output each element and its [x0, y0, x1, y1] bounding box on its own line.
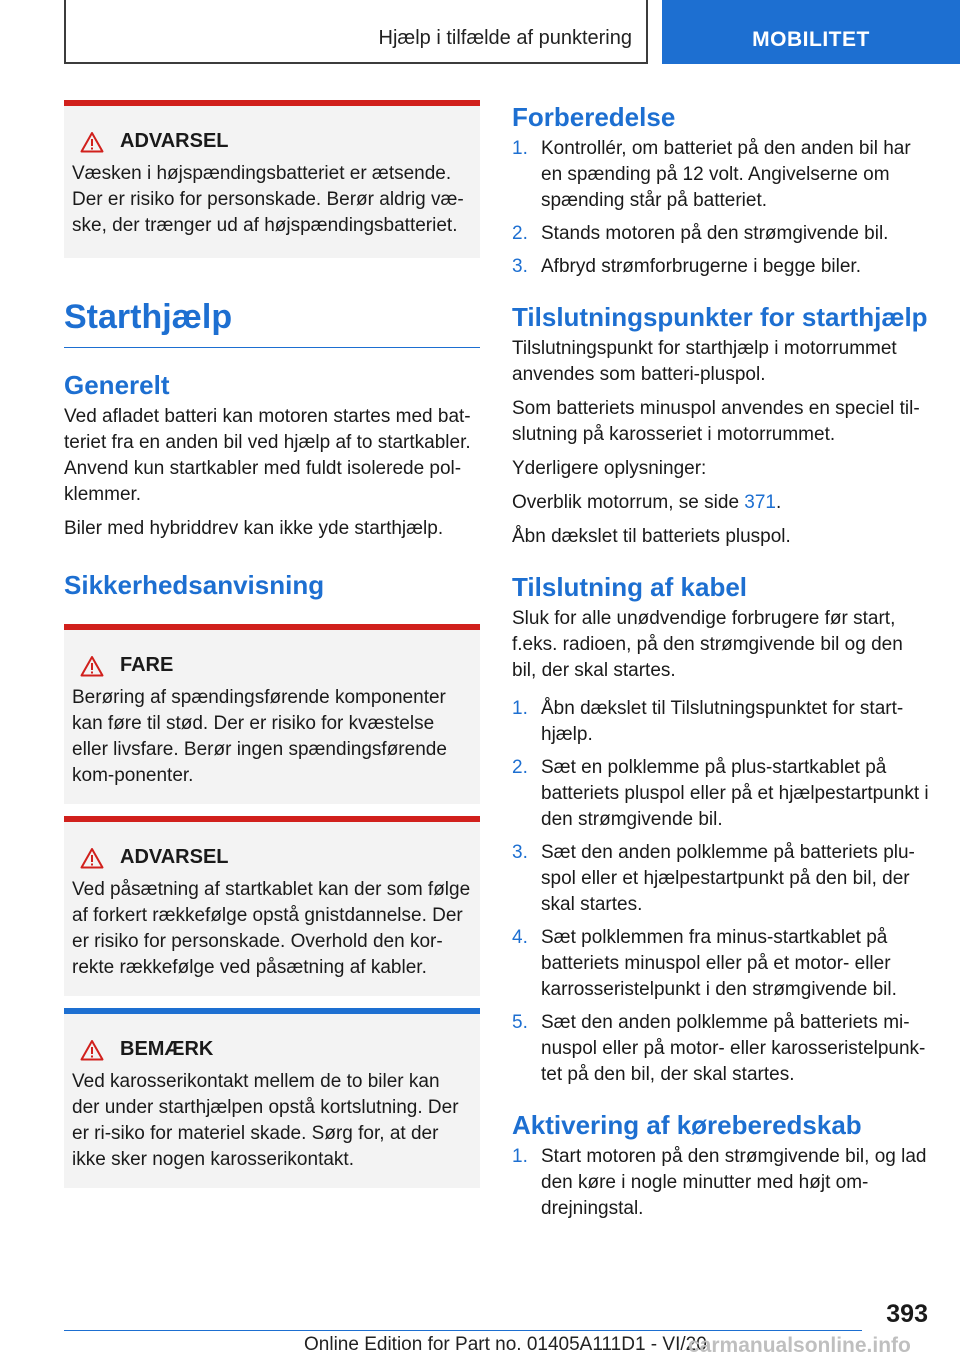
section-title: Starthjælp: [64, 298, 480, 348]
left-column: [64, 100, 480, 1188]
notice-title: BEMÆRK: [120, 1038, 214, 1060]
paragraph: Ved afladet batteri kan motoren startes med bat-teriet fra en anden bil ved hjælp af to startkabler. Anvend kun startkabler med fuldt isolerede pol-klemmer.: [64, 406, 471, 505]
notice-title: ADVARSEL: [120, 130, 229, 152]
danger-box: [64, 624, 480, 804]
notice-title: FARE: [120, 654, 174, 676]
warning-triangle-icon: [80, 131, 104, 153]
preparation-steps: [512, 136, 932, 280]
paragraph: Overblik motorrum, se side 371.: [512, 492, 782, 513]
warning-box-electrolyte: [64, 100, 480, 258]
subheading-preparation: Forberedelse: [512, 102, 676, 132]
watermark: carmanualsonline.info: [688, 1334, 911, 1357]
list-item: 2. Stands motoren på den strømgivende bil.: [512, 223, 889, 244]
list-item: 3. Sæt den anden polklemme på batteriets plu-spol eller et hjælpestartpunkt på den bil, der skal startes.: [512, 842, 915, 915]
list-item: 3. Afbryd strømforbrugerne i begge biler.: [512, 256, 861, 277]
paragraph: Åbn dækslet til batteriets pluspol.: [512, 526, 791, 547]
note-box: [64, 1008, 480, 1188]
paragraph: Biler med hybriddrev kan ikke yde starthjælp.: [64, 518, 444, 539]
footer-edition: Online Edition for Part no. 01405A111D1 - VI/20: [304, 1334, 707, 1355]
notice-title: ADVARSEL: [120, 846, 229, 868]
paragraph: Yderligere oplysninger:: [512, 458, 707, 479]
subheading-general: Generelt: [64, 370, 170, 400]
list-item: 5. Sæt den anden polklemme på batteriets mi-nuspol eller på motor- eller karosseristelpunk-tet på den bil, der skal startes.: [512, 1012, 926, 1085]
paragraph: Tilslutningspunkt for starthjælp i motorrummet anvendes som batteri-pluspol.: [512, 338, 897, 385]
notice-text: Væsken i højspændingsbatteriet er ætsende. Der er risiko for personskade. Berør aldrig væ-ske, der trænger ud af højspændingsbatteriet.: [72, 163, 464, 236]
running-header: [64, 0, 648, 64]
list-item: 4. Sæt polklemmen fra minus-startkablet på batteriets minuspol eller på et motor- eller karrosseristelpunkt i den strømgivende bil.: [512, 927, 897, 1000]
running-header-title: Hjælp i tilfælde af punktering: [378, 27, 632, 49]
activation-steps: [512, 1144, 932, 1222]
subheading-connection-points: Tilslutningspunkter for starthjælp: [512, 302, 928, 332]
warning-box-cables: [64, 816, 480, 996]
chapter-tab[interactable]: MOBILITET: [662, 0, 960, 64]
warning-triangle-icon: [80, 655, 104, 677]
notice-text: Berøring af spændingsførende komponenter kan føre til stød. Der er risiko for kvæstelse eller livsfare. Berør ingen spændingsførende kom-ponenter.: [72, 687, 447, 786]
list-item: 2. Sæt en polklemme på plus-startkablet på batteriets pluspol eller på et hjælpestartpunkt i den strømgivende bil.: [512, 757, 929, 830]
page-reference-link[interactable]: 371: [744, 492, 776, 513]
notice-text: Ved påsætning af startkablet kan der som følge af forkert rækkefølge opstå gnistdannelse. Der er risiko for personskade. Overhold den kor-rekte rækkefølge ved påsætning af kabler.: [72, 879, 471, 978]
warning-triangle-icon: [80, 847, 104, 869]
paragraph: Som batteriets minuspol anvendes en speciel til-slutning på karosseriet i motorrummet.: [512, 398, 920, 445]
list-item: 1. Kontrollér, om batteriet på den anden bil har en spænding på 12 volt. Angivelserne om spænding står på batteriet.: [512, 138, 911, 211]
list-item: 1. Start motoren på den strømgivende bil, og lad den køre i nogle minutter med højt om-drejningstal.: [512, 1146, 927, 1219]
subheading-cable-connection: Tilslutning af kabel: [512, 572, 748, 602]
cable-steps: [512, 696, 932, 1088]
subheading-activation: Aktivering af køreberedskab: [512, 1110, 862, 1140]
page-number: 393: [886, 1300, 928, 1328]
subheading-safety: Sikkerhedsanvisning: [64, 570, 325, 600]
notice-text: Ved karosserikontakt mellem de to biler kan der under starthjælpen opstå kortslutning. Der er ri-siko for materiel skade. Sørg for, at der ikke sker nogen karosserikontakt.: [72, 1071, 459, 1170]
paragraph: Sluk for alle unødvendige forbrugere før start, f.eks. radioen, på den strømgivende bil og den bil, der skal startes.: [512, 608, 903, 681]
footer-divider: [64, 1330, 862, 1331]
right-column: [512, 100, 932, 1229]
list-item: 1. Åbn dækslet til Tilslutningspunktet for start-hjælp.: [512, 698, 904, 745]
warning-triangle-icon: [80, 1039, 104, 1061]
